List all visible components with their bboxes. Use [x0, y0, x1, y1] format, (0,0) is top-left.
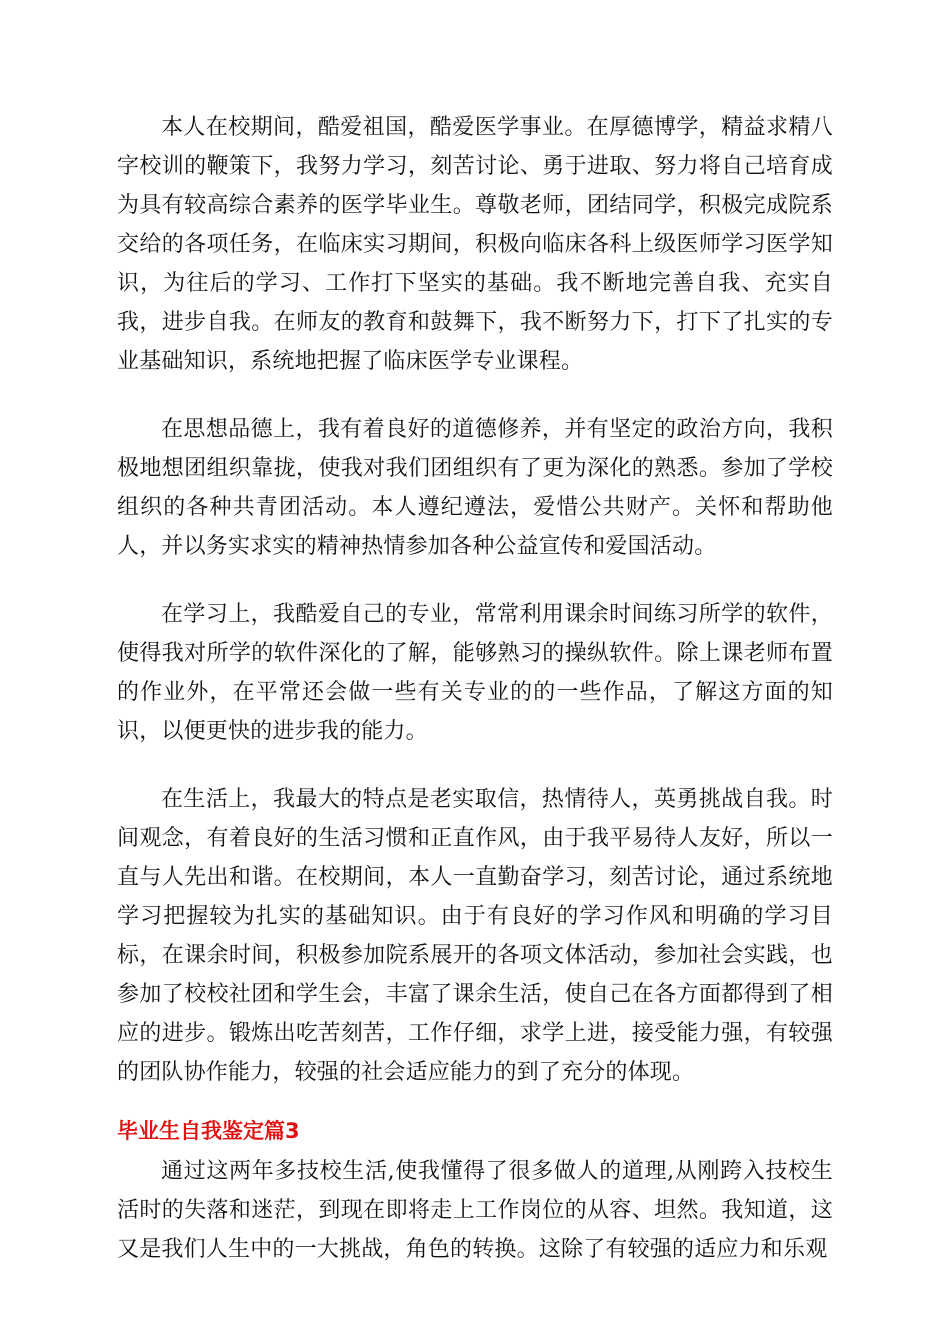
section-heading: 毕业生自我鉴定篇3 [117, 1119, 300, 1143]
paragraph-spacer [117, 566, 833, 595]
paragraph-spacer [117, 751, 833, 780]
paragraph-study: 在学习上，我酷爱自己的专业，常常利用课余时间练习所学的软件，使得我对所学的软件深化的了解，能够熟习的操纵软件。除上课老师布置的作业外，在平常还会做一些有关专业的的一些作品，了解这方面的知识，以便更快的进步我的能力。 [117, 602, 833, 744]
paragraph-life: 在生活上，我最大的特点是老实取信，热情待人，英勇挑战自我。时间观念，有着良好的生活习惯和正直作风，由于我平易待人友好，所以一直与人先出和谐。在校期间，本人一直勤奋学习，刻苦讨论，通过系统地学习把握较为扎实的基础知识。由于有良好的学习作风和明确的学习目标，在课余时间，积极参加院系展开的各项文体活动，参加社会实践，也参加了校校社团和学生会，丰富了课余生活，使自己在各方面都得到了相应的进步。锻炼出吃苦刻苦，工作仔细，求学上进，接受能力强，有较强的团队协作能力，较强的社会适应能力的到了充分的体现。 [117, 787, 833, 1085]
paragraph-school-period: 本人在校期间，酷爱祖国，酷爱医学事业。在厚德博学，精益求精八字校训的鞭策下，我努力学习，刻苦讨论、勇于进取、努力将自己培育成为具有较高综合素养的医学毕业生。尊敬老师，团结同学，积极完成院系交给的各项任务，在临床实习期间，积极向临床各科上级医师学习医学知识，为往后的学习、工作打下坚实的基础。我不断地完善自我、充实自我，进步自我。在师友的教育和鼓舞下，我不断努力下，打下了扎实的专业基础知识，系统地把握了临床医学专业课程。 [117, 115, 833, 374]
paragraph-technical-school: 通过这两年多技校生活,使我懂得了很多做人的道理,从刚跨入技校生活时的失落和迷茫，到现在即将走上工作岗位的从容、坦然。我知道，这又是我们人生中的一大挑战，角色的转换。这除了有较强的适应力和乐观 [117, 1159, 833, 1262]
document-content [117, 108, 833, 1269]
heading-spacer [117, 1092, 833, 1116]
paragraph-moral-character: 在思想品德上，我有着良好的道德修养，并有坚定的政治方向，我积极地想团组织靠拢，使我对我们团组织有了更为深化的熟悉。参加了学校组织的各种共青团活动。本人遵纪遵法，爱惜公共财产。关怀和帮助他人，并以务实求实的精神热情参加各种公益宣传和爱国活动。 [117, 417, 833, 559]
paragraph-spacer [117, 381, 833, 410]
